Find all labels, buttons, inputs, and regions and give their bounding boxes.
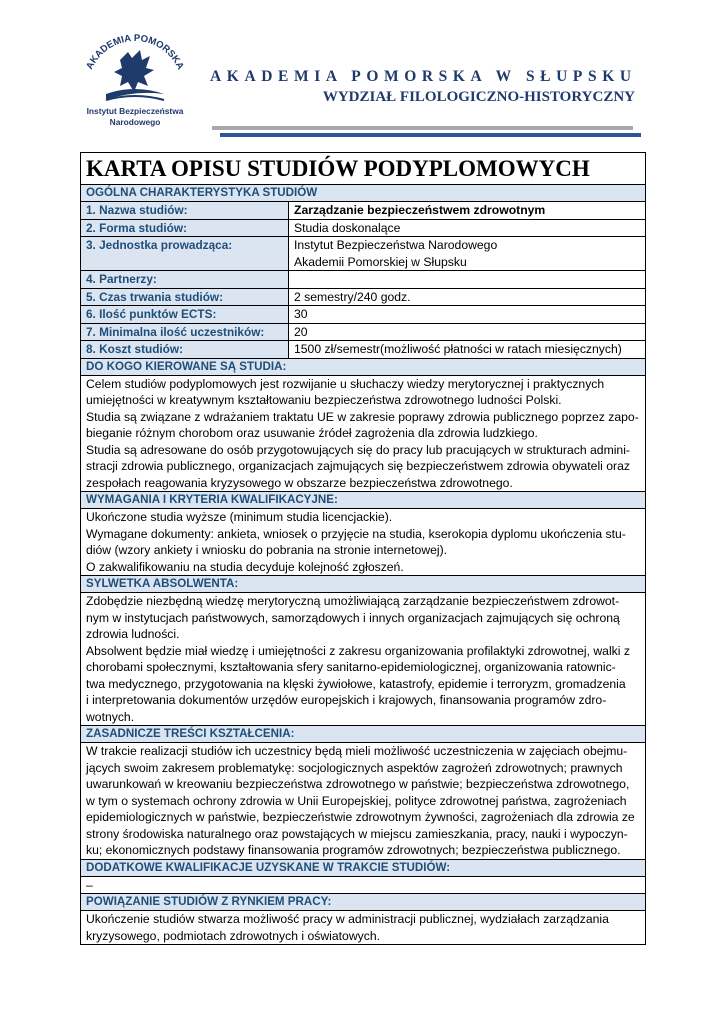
university-name: AKADEMIA POMORSKA W SŁUPSKU [210,68,637,85]
faculty-name: WYDZIAŁ FILOLOGICZNO-HISTORYCZNY [322,89,635,105]
info-value: Studia doskonalące [294,220,401,235]
card-title: KARTA OPISU STUDIÓW PODYPLOMOWYCH [81,153,645,185]
info-label: 8. Koszt studiów: [81,341,289,358]
section-body-curriculum: W trakcie realizacji studiów ich uczestnicy będą mieli możliwość uczestniczenia w zajęciach obejmu- jących swoim zakresem problematykę: socjologicznych aspektów zagrożeń zdrowotnych; prawnych uwarunkowań w kreowaniu bezpieczeństwa zdrowotnego w państwie; bezpieczeństwa zdrowotnego, w tym o systemach ochrony zdrowia w Unii Europejskiej, polityce zdrowotnej państwa, zagrożeniach epidemiologicznych w państwie, bezpieczeństwie zdrowotnym żywności, zagrożeniach dla zdrowia ze strony środowiska naturalnego oraz powstających w miejscu zamieszkania, pracy, nauki i wypoczyn- ku; ekonomicznych podstawy finansowania programów zdrowotnych; bezpieczeństwa publicznego. [81,743,645,860]
info-row [81,289,645,307]
section-heading-general: OGÓLNA CHARAKTERYSTYKA STUDIÓW [81,185,645,202]
logo-caption-1: Instytut Bezpieczeństwa [86,106,184,116]
section-body-requirements: Ukończone studia wyższe (minimum studia licencjackie). Wymagane dokumenty: ankieta, wniosek o przyjęcie na studia, kserokopia dyplomu ukończenia stu- diów (wzory ankiety i wniosku do pobrania na stronie internetowej). O zakwalifikowaniu na studia decyduje kolejność zgłoszeń. [81,509,645,576]
section-heading-requirements: WYMAGANIA I KRYTERIA KWALIFIKACYJNE: [81,492,645,509]
info-value: Zarządzanie bezpieczeństwem zdrowotnym [294,203,546,217]
info-row [81,306,645,324]
info-value: 1500 zł/semestr(możliwość płatności w ratach miesięcznych) [294,342,622,356]
info-label: 1. Nazwa studiów: [81,202,289,219]
header-rule-grey [212,126,633,130]
logo-text-arc: AKADEMIA POMORSKA [84,32,186,72]
section-body-job-market: Ukończenie studiów stwarza możliwość pracy w administracji publicznej, wydziałach zarządzania kryzysowego, podmiotach zdrowotnych i oświatowych. [86,912,609,943]
section-heading-curriculum: ZASADNICZE TREŚCI KSZTAŁCENIA: [81,726,645,743]
section-body-audience: Celem studiów podyplomowych jest rozwijanie u słuchaczy wiedzy merytorycznej i praktycznych umiejętności w kreatywnym kształtowaniu bezpieczeństwa zdrowotnego ludności Polski. Studia są związane z wdrażaniem traktatu UE w zakresie poprawy zdrowia publicznego poprzez zapo- bieganie różnym chorobom oraz usuwanie źródeł zagrożenia dla zdrowia ludzkiego. Studia są adresowane do osób przygotowujących się do pracy lub pracujących w strukturach admini- stracji zdrowia publicznego, organizacjach zajmujących się bezpieczeństwem zdrowia obywateli oraz zespołach reagowania kryzysowego w obszarze bezpieczeństwa zdrowotnego. [81,376,645,493]
section-heading-graduate-profile: SYLWETKA ABSOLWENTA: [81,576,645,593]
info-value [289,271,645,288]
info-label: 6. Ilość punktów ECTS: [81,306,289,323]
info-label: 4. Partnerzy: [81,271,289,288]
study-card [80,152,646,945]
info-value: Instytut Bezpieczeństwa Narodowego Akademii Pomorskiej w Słupsku [294,238,498,269]
section-heading-job-market: POWIĄZANIE STUDIÓW Z RYNKIEM PRACY: [81,894,645,911]
info-row [81,324,645,342]
section-heading-additional-qualifications: DODATKOWE KWALIFIKACJE UZYSKANE W TRAKCIE STUDIÓW: [81,860,645,877]
info-value: 20 [294,324,308,339]
info-row [81,202,645,220]
info-label: 2. Forma studiów: [81,220,289,237]
info-label: 5. Czas trwania studiów: [81,289,289,306]
info-row [81,237,645,271]
header-rule-blue [220,133,641,137]
logo-caption-2: Narodowego [109,117,161,127]
info-value: 30 [294,307,308,321]
academy-logo [76,30,194,138]
section-body-additional-qualifications: – [81,877,645,895]
info-label: 7. Minimalna ilość uczestników: [81,324,289,341]
info-row [81,341,645,359]
section-heading-audience: DO KOGO KIEROWANE SĄ STUDIA: [81,359,645,376]
info-row [81,220,645,238]
info-value: 2 semestry/240 godz. [294,289,411,304]
info-row [81,271,645,289]
section-body-graduate-profile: Zdobędzie niezbędną wiedzę merytoryczną umożliwiającą zarządzanie bezpieczeństwem zdrowot- nym w instytucjach państwowych, samorządowych i innych organizacjach zajmujących się ochroną zdrowia ludności. Absolwent będzie miał wiedzę i umiejętności z zakresu organizowania profilaktyki zdrowotnej, walki z chorobami społecznymi, kształtowania sfery sanitarno-epidemiologicznej, organizowania ratownic- twa medycznego, przygotowania na klęski żywiołowe, katastrofy, epidemie i terroryzm, gromadzenia i interpretowania dokumentów urzędów europejskich i krajowych, finansowania programów zdro- wotnych. [81,593,645,726]
info-label: 3. Jednostka prowadząca: [81,237,289,270]
